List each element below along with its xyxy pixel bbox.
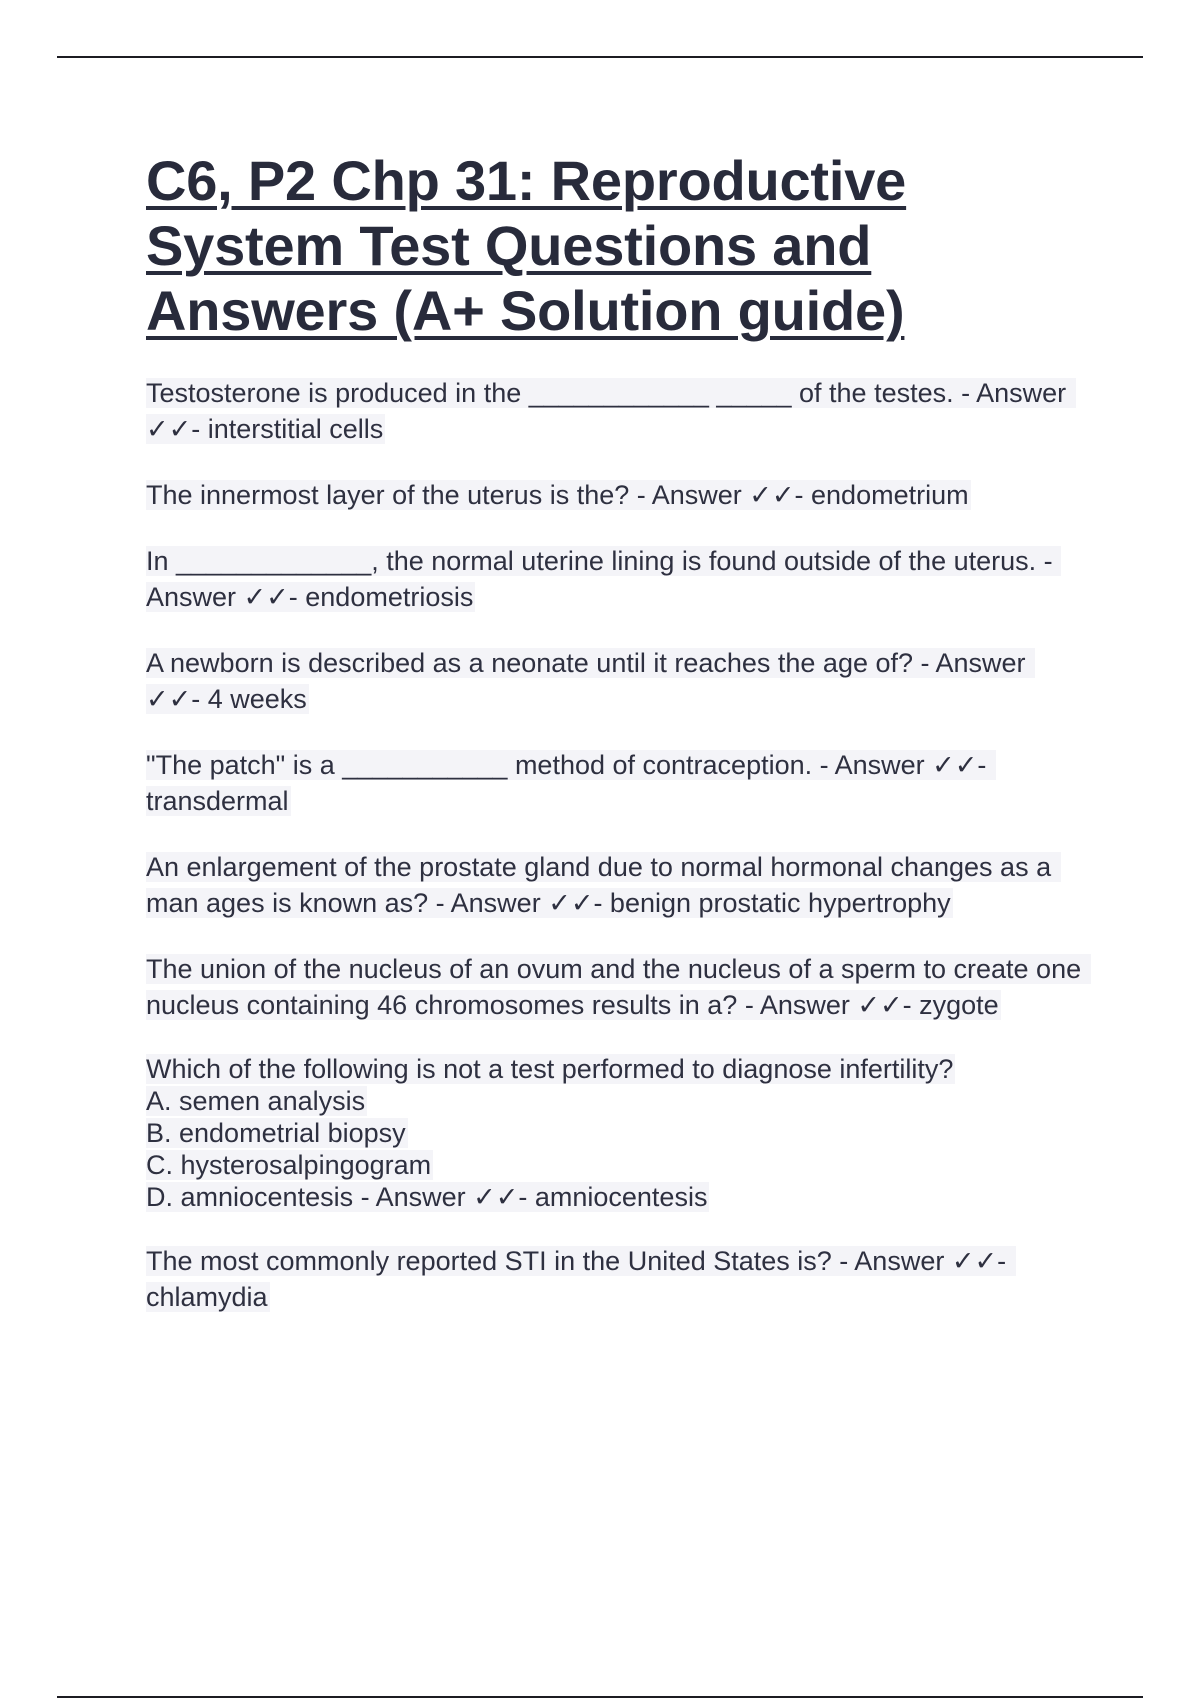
qa-item-text: Testosterone is produced in the ____________ _____ of the testes. - Answer ✓✓- interstitial cells	[146, 378, 1074, 444]
qa-list	[146, 375, 1089, 1315]
qa-item	[146, 951, 1089, 1023]
qa-item-text: The innermost layer of the uterus is the? - Answer ✓✓- endometrium	[146, 480, 969, 510]
qa-item	[146, 1243, 1086, 1315]
qa-item-text: The union of the nucleus of an ovum and the nucleus of a sperm to create one nucleus containing 46 chromosomes results in a? - Answer ✓✓- zygote	[146, 954, 1089, 1020]
qa-item-text: In _____________, the normal uterine lining is found outside of the uterus. - Answer ✓✓- endometriosis	[146, 546, 1059, 612]
qa-item-text: The most commonly reported STI in the United States is? - Answer ✓✓- chlamydia	[146, 1246, 1014, 1312]
document-title: C6, P2 Chp 31: Reproductive System Test Questions and Answers (A+ Solution guide)	[146, 149, 907, 342]
qa-item-text: A newborn is described as a neonate until it reaches the age of? - Answer ✓✓- 4 weeks	[146, 648, 1034, 714]
qa-item	[146, 543, 1086, 615]
qa-item-text: "The patch" is a ___________ method of contraception. - Answer ✓✓- transdermal	[146, 750, 994, 816]
qa-item-text: Which of the following is not a test performed to diagnose infertility? A. semen analysis B. endometrial biopsy C. hysterosalpingogram D. amniocentesis - Answer ✓✓- amniocentesis	[146, 1054, 954, 1212]
document-body	[146, 148, 1089, 1345]
qa-item	[146, 477, 1086, 513]
qa-item	[146, 1053, 1086, 1213]
bottom-divider	[57, 1696, 1143, 1698]
qa-item	[146, 747, 1086, 819]
qa-item	[146, 849, 1086, 921]
qa-item	[146, 645, 1086, 717]
qa-item	[146, 375, 1086, 447]
qa-item-text: An enlargement of the prostate gland due to normal hormonal changes as a man ages is known as? - Answer ✓✓- benign prostatic hypertrophy	[146, 852, 1059, 918]
top-divider	[57, 56, 1143, 58]
